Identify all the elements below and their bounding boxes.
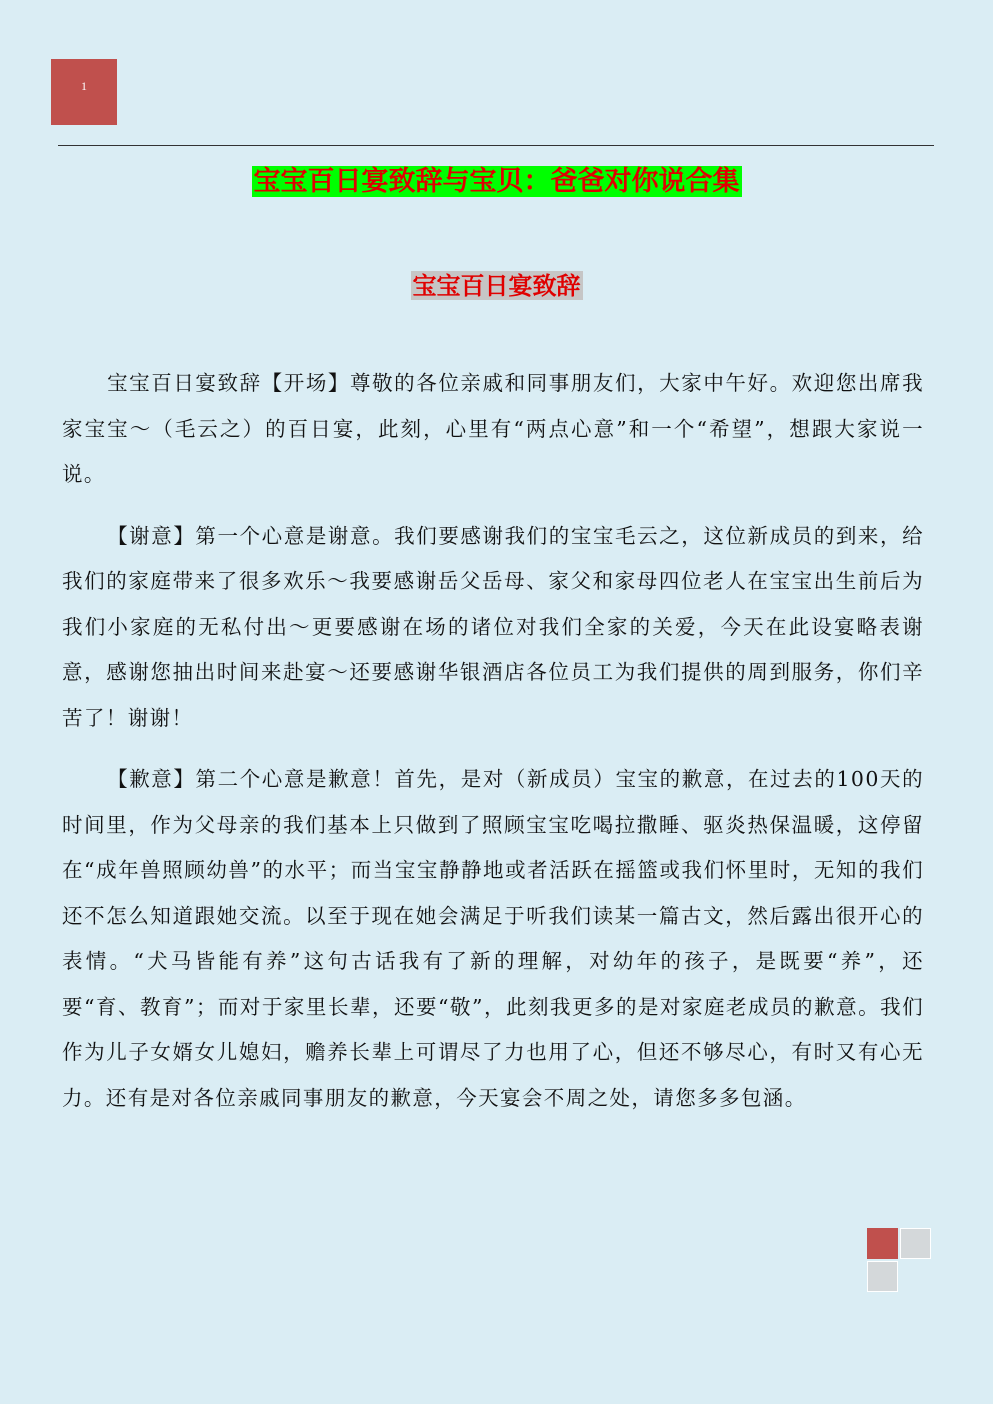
section-heading-block: [0, 269, 993, 303]
corner-square-gray-bottom: [867, 1261, 898, 1292]
paragraph-opening: 宝宝百日宴致辞【开场】尊敬的各位亲戚和同事朋友们，大家中午好。欢迎您出席我家宝宝～（毛云之）的百日宴，此刻，心里有“两点心意”和一个“希望”，想跟大家说一说。: [62, 371, 924, 486]
corner-decoration: [867, 1228, 933, 1294]
section-heading: 宝宝百日宴致辞: [412, 271, 581, 300]
document-title: 宝宝百日宴致辞与宝贝：爸爸对你说合集: [253, 166, 740, 197]
corner-square-red: [867, 1228, 898, 1259]
corner-square-gray-right: [900, 1228, 931, 1259]
document-title-block: [0, 164, 993, 200]
page-number: 1: [81, 79, 87, 93]
document-body: [62, 361, 924, 1137]
header-divider: [58, 145, 934, 146]
paragraph-apology: 【歉意】第二个心意是歉意！首先，是对（新成员）宝宝的歉意，在过去的100天的时间里，作为父母亲的我们基本上只做到了照顾宝宝吃喝拉撒睡、驱炎热保温暖，这停留在“成年兽照顾幼兽”的水平；而当宝宝静静地或者活跃在摇篮或我们怀里时，无知的我们还不怎么知道跟她交流。以至于现在她会满足于听我们读某一篇古文，然后露出很开心的表情。“犬马皆能有养”这句古话我有了新的理解，对幼年的孩子，是既要“养”，还要“育、教育”；而对于家里长辈，还要“敬”，此刻我更多的是对家庭老成员的歉意。我们作为儿子女婿女儿媳妇，赡养长辈上可谓尽了力也用了心，但还不够尽心，有时又有心无力。还有是对各位亲戚同事朋友的歉意，今天宴会不周之处，请您多多包涵。: [62, 767, 924, 1110]
page-number-badge: [51, 59, 117, 125]
paragraph-thanks: 【谢意】第一个心意是谢意。我们要感谢我们的宝宝毛云之，这位新成员的到来，给我们的家庭带来了很多欢乐～我要感谢岳父岳母、家父和家母四位老人在宝宝出生前后为我们小家庭的无私付出～更要感谢在场的诸位对我们全家的关爱，今天在此设宴略表谢意，感谢您抽出时间来赴宴～还要感谢华银酒店各位员工为我们提供的周到服务，你们辛苦了！谢谢！: [62, 523, 924, 730]
